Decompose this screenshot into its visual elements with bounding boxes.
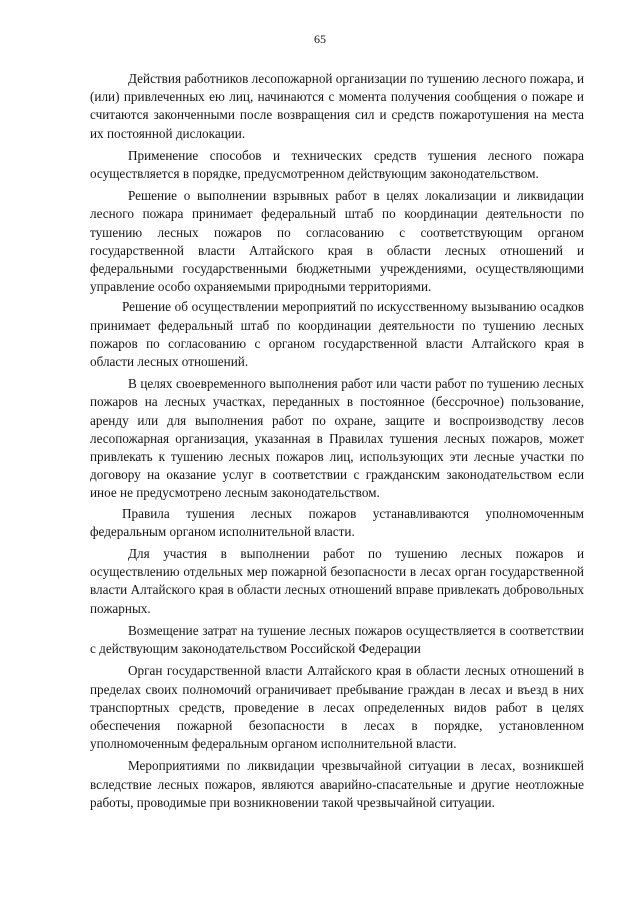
paragraph-cost-reimbursement: Возмещение затрат на тушение лесных пожаров осуществляется в соответствии с действующим законодательством Российской Федерации bbox=[90, 622, 584, 657]
paragraph-access-restriction: Орган государственной власти Алтайского края в области лесных отношений в пределах своих полномочий ограничивает пребывание граждан в лесах и въезд в них транспортных средств, проведение в лесах определенных видов работ в целях обеспечения пожарной безопасности в лесах в порядке, установленном уполномоченным федеральным органом исполнительной власти. bbox=[90, 663, 584, 752]
paragraph-emergency-liquidation: Мероприятиями по ликвидации чрезвычайной ситуации в лесах, возникшей вследствие лесных пожаров, являются аварийно-спасательные и другие неотложные работы, проводимые при возникновении такой чрезвычайной ситуации. bbox=[90, 758, 584, 810]
paragraph-volunteer-firefighters: Для участия в выполнении работ по тушению лесных пожаров и осуществлению отдельных мер пожарной безопасности в лесах орган государственной власти Алтайского края в области лесных отношений вправе привлекать добровольных пожарных. bbox=[90, 546, 584, 616]
paragraph-firefighting-actions: Действия работников лесопожарной организации по тушению лесного пожара, и (или) привлеченных ею лиц, начинаются с момента получения сообщения о пожаре и считаются законченными после возвращения сил и средств пожаротушения на места их постоянной дислокации. bbox=[90, 71, 584, 141]
paragraph-timely-works: В целях своевременного выполнения работ или части работ по тушению лесных пожаров на лесных участках, переданных в постоянное (бессрочное) пользование, аренду или для выполнения работ по охране, защите и воспроизводству лесов лесопожарная организация, указанная в Правилах тушения лесных пожаров, может привлекать к тушению лесных пожаров лиц, использующих эти лесные участки по договору на оказание услуг в соответствии с гражданским законодательством если иное не предусмотрено лесным законодательством. bbox=[90, 376, 584, 501]
document-body bbox=[90, 70, 584, 812]
paragraph-firefighting-rules: Правила тушения лесных пожаров устанавливаются уполномоченным федеральным органом исполнительной власти. bbox=[90, 505, 584, 539]
paragraph-artificial-precipitation: Решение об осуществлении мероприятий по искусственному вызыванию осадков принимает федеральный штаб по координации деятельности по тушению лесных пожаров по согласованию с органом государственной власти Алтайского края в области лесных отношений. bbox=[90, 299, 584, 370]
page-number: 65 bbox=[314, 32, 326, 46]
paragraph-methods-application: Применение способов и технических средств тушения лесного пожара осуществляется в порядке, предусмотренном действующим законодательством. bbox=[90, 147, 584, 182]
paragraph-blasting-works: Решение о выполнении взрывных работ в целях локализации и ликвидации лесного пожара принимает федеральный штаб по координации деятельности по тушению лесных пожаров по согласованию с соответствующим органом государственной власти Алтайского края в области лесных отношений и федеральными государственными бюджетными учреждениями, осуществляющими управление особо охраняемыми природными территориями. bbox=[90, 188, 584, 295]
